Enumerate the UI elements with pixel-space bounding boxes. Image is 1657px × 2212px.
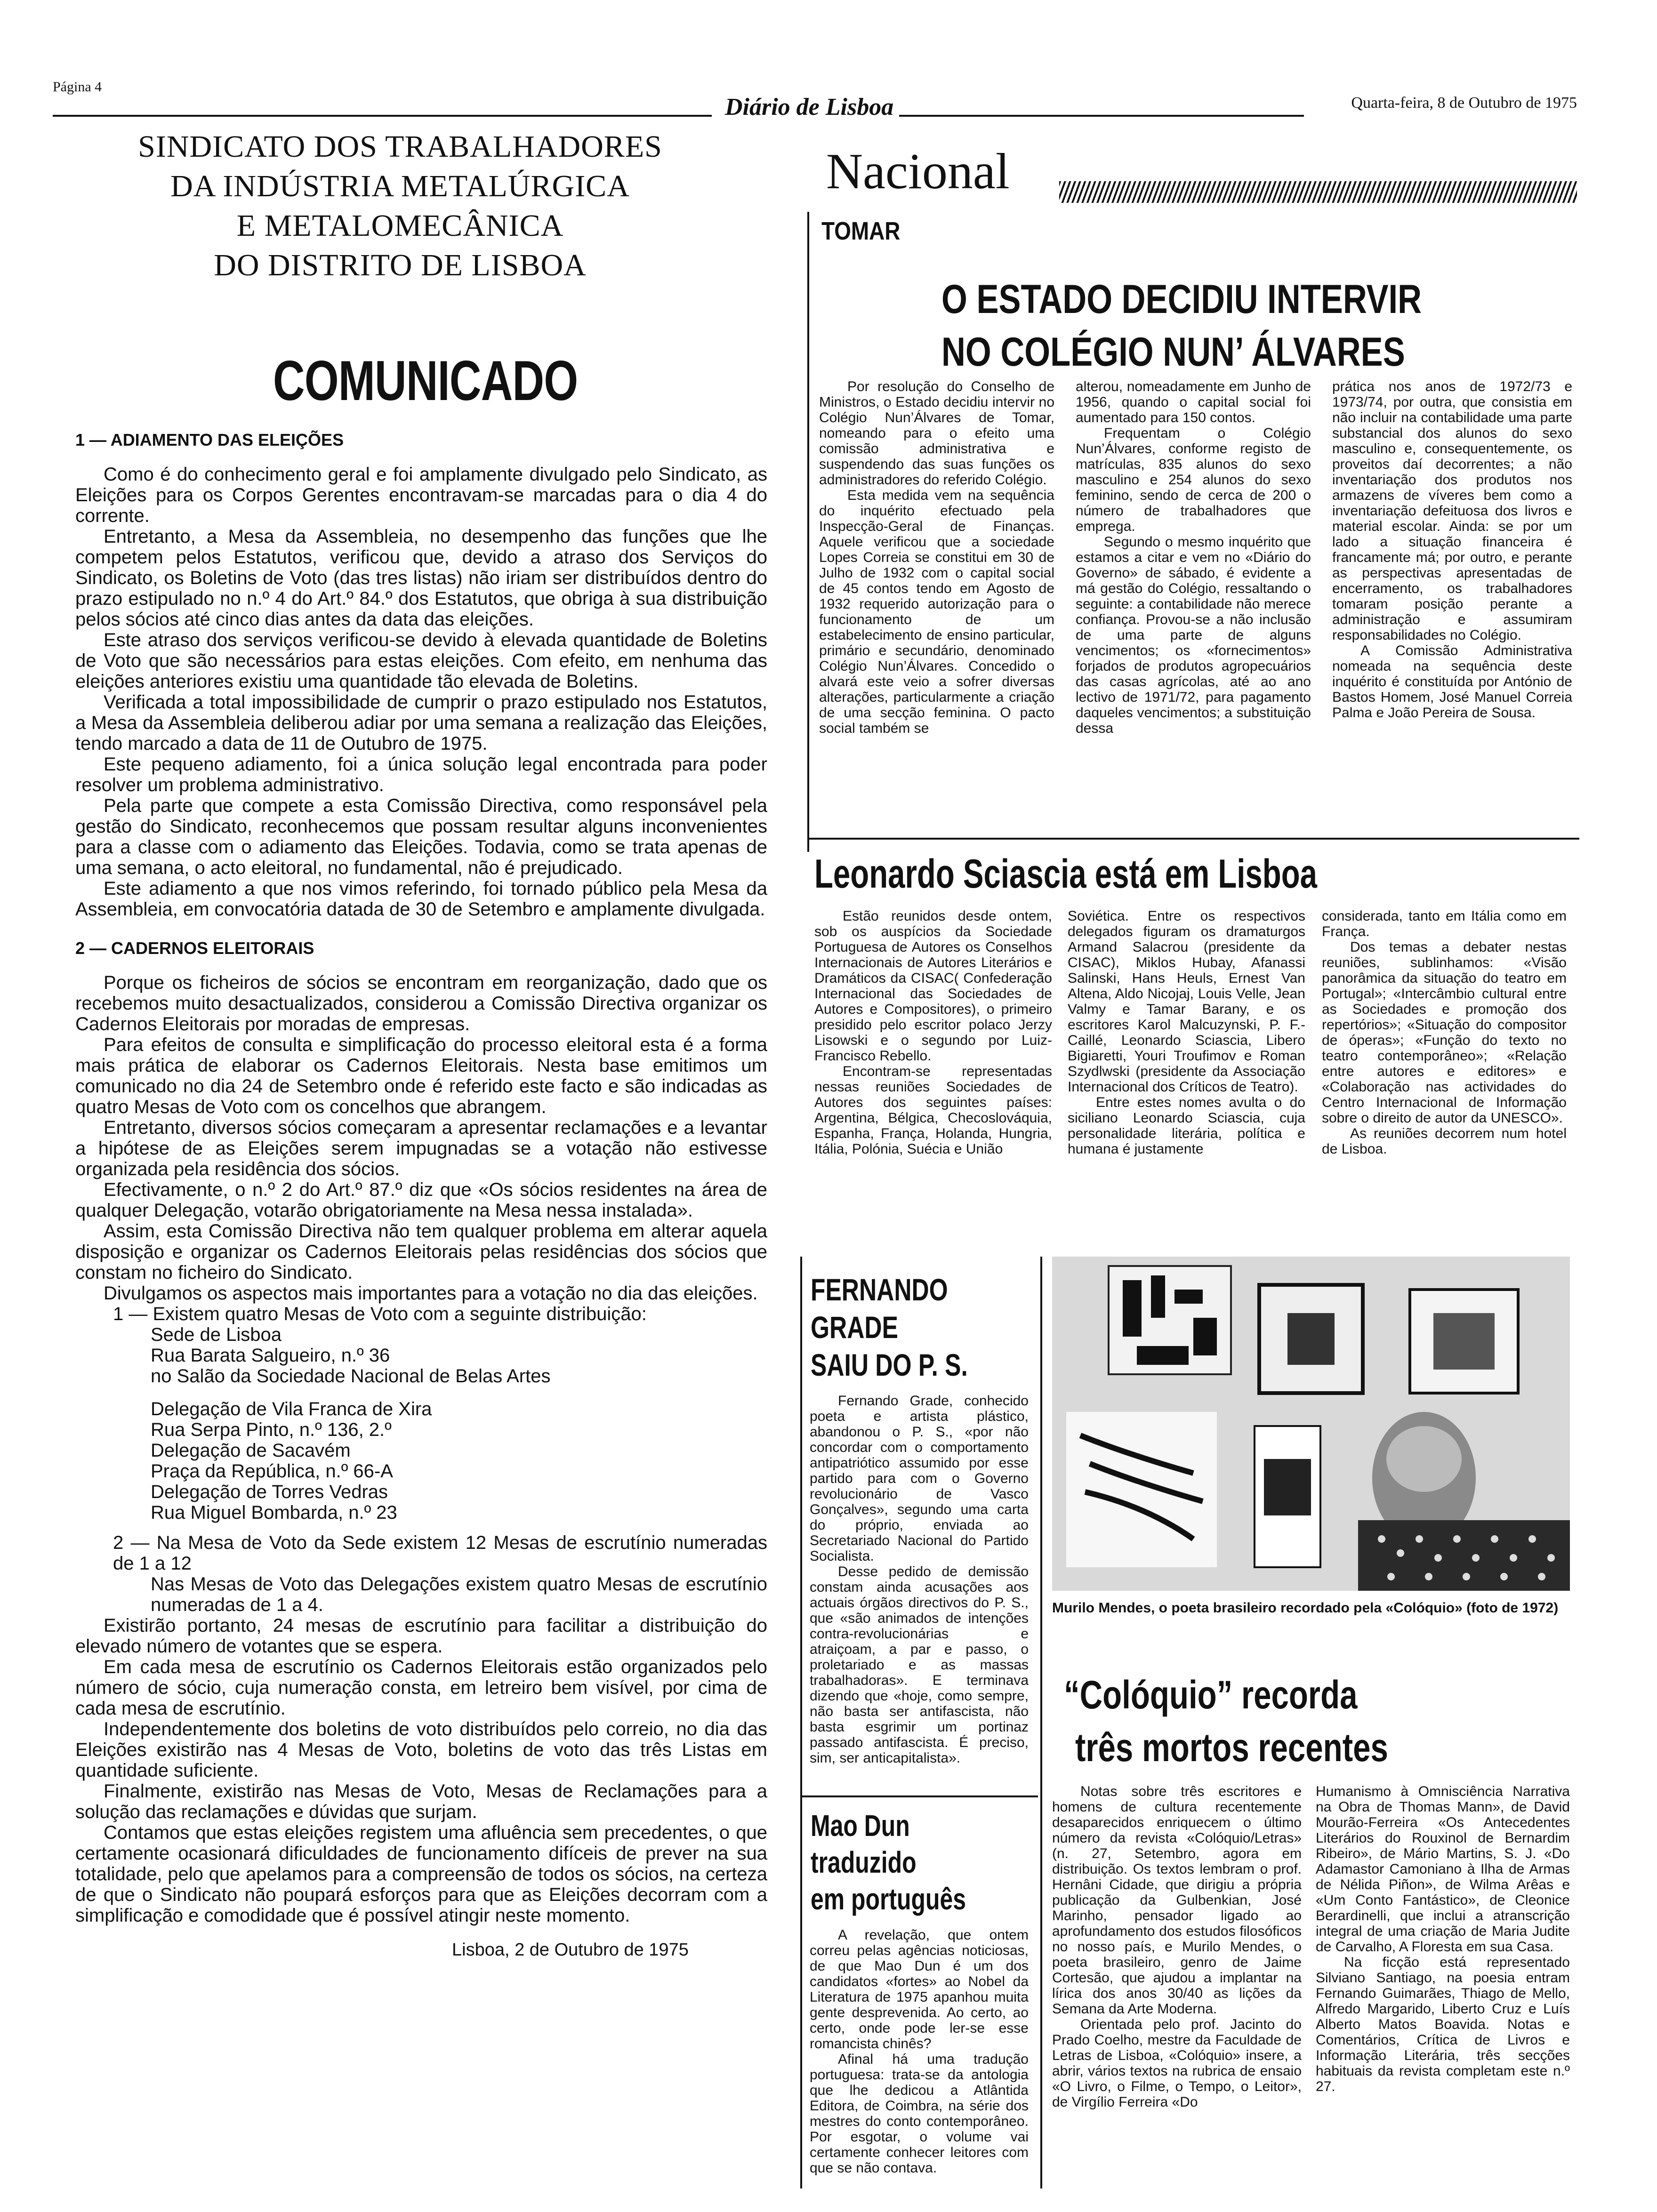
article-column	[814, 908, 1052, 1157]
location-line: Delegação de Vila Franca de Xira	[151, 1399, 432, 1419]
headline-line: traduzido	[811, 1845, 917, 1879]
location-line: Praça da República, n.º 66-A	[151, 1461, 393, 1482]
signature-date: Lisboa, 2 de Outubro de 1975	[452, 1940, 689, 1960]
paragraph: Frequentam o Colégio Nun’Álvares, conforme registo de matrículas, 835 alunos do sexo masculino e 254 alunos do sexo feminino, sendo de cerca de 200 o número de trabalhadores que emprega.	[1076, 425, 1311, 534]
paragraph: Este pequeno adiamento, foi a única solução legal encontrada para poder resolver um problema administrativo.	[75, 754, 767, 795]
union-name-line: DA INDÚSTRIA METALÚRGICA	[170, 169, 630, 203]
column-rule	[1040, 1257, 1042, 2188]
article-column	[1068, 908, 1305, 1157]
paragraph: Afinal há uma tradução portuguesa: trata-se da antologia que lhe dedicou a Atlântida Editora, de Coimbra, na série dos mestres do conto contemporâneo. Por esgotar, o volume vai certamente conhecer leitores com que se não contava.	[810, 2052, 1029, 2176]
paragraph: As reuniões decorrem num hotel de Lisboa.	[1322, 1126, 1567, 1157]
headline-line: Mao Dun	[811, 1809, 910, 1843]
section-divider	[807, 838, 1579, 840]
section1-heading: 1 — ADIAMENTO DAS ELEIÇÕES	[75, 430, 344, 449]
paragraph: Humanismo à Omnisciência Narrativa na Obra de Thomas Mann», de David Mourão-Ferreira «Os Antecedentes Literários do Rouxinol de Bernardim Ribeiro», de Mário Martins, S. J. «Do Adamastor Camoniano à Ilha de Armas de Nélida Piñon», de Wilma Arêas e «Um Conto Fantástico», de Cleonice Berardinelli, que inclui a atranscrição integral de uma criação de Maria Judite de Carvalho, A Floresta em sua Casa.	[1316, 1784, 1570, 1955]
paragraph: Para efeitos de consulta e simplificação do processo eleitoral esta é a forma mais prática de elaborar os Cadernos Eleitorais. Nesta base emitimos um comunicado no dia 24 de Setembro onde é referido este facto e são indicadas as quatro Mesas de Voto com os concelhos que abrangem.	[75, 1034, 767, 1117]
location-line: Rua Barata Salgueiro, n.º 36	[151, 1345, 390, 1366]
headline-line: FERNANDO	[811, 1272, 948, 1307]
headline	[811, 1807, 966, 1917]
section-hatch	[1059, 181, 1577, 203]
headline-line: em português	[811, 1882, 966, 1916]
paragraph: Como é do conhecimento geral e foi amplamente divulgado pelo Sindicato, as Eleições para os Corpos Gerentes encontravam-se marcadas para o dia 4 do corrente.	[75, 464, 767, 526]
headline	[941, 273, 1422, 378]
page-label: Página 4	[53, 79, 102, 95]
paragraph: alterou, nomeadamente em Junho de 1956, quando o capital social foi aumentado para 150 contos.	[1076, 379, 1311, 425]
paragraph: Desse pedido de demissão constam ainda acusações aos actuais órgãos directivos do P. S., que «são animados de intenções contra-revolucionárias e atraiçoam, a par e passo, o proletariado e as massas trabalhadoras». E terminava dizendo que «hoje, como sempre, não basta ser antifascista, não basta esgrimir um portinaz passado antifascista. É preciso, sim, ser anticapitalista».	[810, 1564, 1029, 1766]
column-rule	[807, 212, 809, 852]
paragraph: prática nos anos de 1972/73 e 1973/74, por outra, que consistia em não incluir na contabilidade uma parte substancial dos alunos do sexo masculino e, consequentemente, os proveitos daí decorrentes; a não inventariação dos produtos nos armazens de víveres bem como a inventariação defeituosa dos livros e material escolar. Ainda: se por um lado a situação financeira é francamente má; por outro, e perante as perspectivas apresentadas de encerramento, os trabalhadores tomaram posição perante a administração e assumiram responsabilidades no Colégio.	[1332, 379, 1572, 643]
paragraph: Entretanto, diversos sócios começaram a apresentar reclamações e a levantar a hipótese de as Eleições serem impugnadas se a votação não estivesse organizada pela residência dos sócios.	[75, 1117, 767, 1179]
headline-line: SAIU DO P. S.	[811, 1347, 968, 1382]
union-name-line: E METALOMECÂNICA	[236, 208, 564, 243]
list-item: Nas Mesas de Voto das Delegações existem quatro Mesas de escrutínio numeradas de 1 a 4.	[151, 1574, 767, 1615]
headline-line: três mortos recentes	[1075, 1725, 1388, 1770]
paragraph: Na ficção está representado Silviano Santiago, na poesia entram Fernando Guimarães, Thiago de Mello, Alfredo Margarido, Liberto Cruz e Luís Alberto Matos Boavida. Notas e Comentários, Crítica de Livros e Informação Literária, três secções habituais da revista completam este n.º 27.	[1316, 1955, 1570, 2094]
article-column	[1316, 1784, 1570, 2094]
article-column	[1322, 908, 1567, 1157]
paragraph: Este adiamento a que nos vimos referindo, foi tornado público pela Mesa da Assembleia, em convocatória datada de 30 de Setembro e amplamente divulgada.	[75, 878, 767, 920]
paragraph: Fernando Grade, conhecido poeta e artista plástico, abandonou o P. S., «por não concordar com o comportamento antipatriótico assumido por esse partido para com o Governo revolucionário de Vasco Gonçalves», segundo uma carta do próprio, enviada ao Secretariado Nacional do Partido Socialista.	[810, 1393, 1029, 1564]
headline-line: O ESTADO DECIDIU INTERVIR	[941, 277, 1422, 322]
kicker: TOMAR	[821, 217, 901, 245]
paragraph: Em cada mesa de escrutínio os Cadernos Eleitorais estão organizados pelo número de sócio, cuja numeração consta, em letreiro bem visível, por cima de cada mesa de escrutínio.	[75, 1657, 767, 1719]
article-column	[819, 379, 1054, 736]
article-column	[1076, 379, 1311, 736]
headline-line: “Colóquio” recorda	[1064, 1673, 1358, 1717]
header-date: Quarta-feira, 8 de Outubro de 1975	[1351, 94, 1577, 112]
union-name-line: SINDICATO DOS TRABALHADORES	[138, 129, 662, 164]
photo-illustration	[1052, 1257, 1570, 1591]
paragraph: Porque os ficheiros de sócios se encontram em reorganização, dado que os recebemos muito desactualizados, considerou a Comissão Directiva organizar os Cadernos Eleitorais por moradas de empresas.	[75, 972, 767, 1034]
headline: Leonardo Sciascia está em Lisboa	[814, 851, 1317, 897]
paragraph: Assim, esta Comissão Directiva não tem qualquer problema em alterar aquela disposição e organizar os Cadernos Eleitorais pelas residências dos sócios que constam no ficheiro do Sindicato.	[75, 1221, 767, 1283]
paragraph: Pela parte que compete a esta Comissão Directiva, como responsável pela gestão do Sindicato, reconhecemos que possam resultar alguns inconvenientes para a classe com o adiamento das Eleições. Todavia, como se trata apenas de uma semana, o acto eleitoral, no fundamental, não é prejudicado.	[75, 795, 767, 878]
header-rule-left	[53, 115, 712, 117]
list-item: 1 — Existem quatro Mesas de Voto com a seguinte distribuição:	[113, 1304, 647, 1324]
section-divider	[800, 1795, 1038, 1797]
article-column	[1052, 1784, 1302, 2110]
paragraph: Existirão portanto, 24 mesas de escrutínio para facilitar a distribuição do elevado número de votantes que se espera.	[75, 1615, 767, 1657]
headline-line: NO COLÉGIO NUN’ ÁLVARES	[941, 329, 1405, 375]
article-column	[810, 1927, 1029, 2176]
photo-caption: Murilo Mendes, o poeta brasileiro recordado pela «Colóquio» (foto de 1972)	[1052, 1600, 1559, 1616]
masthead: Diário de Lisboa	[725, 94, 894, 120]
paragraph: A Comissão Administrativa nomeada na sequência deste inquérito é constituída por António de Bastos Homem, José Manuel Correia Palma e João Pereira de Sousa.	[1332, 643, 1572, 721]
headline-line: GRADE	[811, 1310, 898, 1345]
location-line: Delegação de Sacavém	[151, 1440, 351, 1461]
paragraph: Divulgamos os aspectos mais importantes para a votação no dia das eleições.	[104, 1283, 758, 1304]
polling-locations	[75, 1324, 767, 1523]
section-title: Nacional	[826, 144, 1010, 200]
paragraph: Soviética. Entre os respectivos delegados figuram os dramaturgos Armand Salacrou (presidente da CISAC), Miklos Hubay, Afanassi Salinski, Hans Heuls, Ernest Van Altena, Aldo Nicojaj, Louis Velle, Jean Valmy e Tamar Barany, e os escritores Karol Malcuzynski, P. F.-Caillé, Leonardo Sciascia, Libero Bigiaretti, Youri Troufimov e Roman Szydlwski (presidente da Associação Internacional dos Críticos de Teatro).	[1068, 908, 1305, 1095]
paragraph: Notas sobre três escritores e homens de cultura recentemente desaparecidos enriquecem o último número da revista «Colóquio/Letras» (n. 27, Setembro, agora em distribuição. Os textos lembram o prof. Hernâni Cidade, que dirigiu a própria publicação da Gulbenkian, José Marinho, pensador ligado ao aprofundamento dos estudos filosóficos no nosso país, e Murilo Mendes, o poeta brasileiro, genro de Jaime Cortesão, que ajudou a implantar na lírica dos anos 30/40 as lições da Semana da Arte Moderna.	[1052, 1784, 1302, 2017]
union-name-heading	[66, 127, 734, 285]
column-rule	[800, 1257, 802, 2188]
headline	[1064, 1668, 1388, 1774]
comunicado-body	[75, 419, 767, 1960]
paragraph: Este atraso dos serviços verificou-se devido à elevada quantidade de Boletins de Voto que são necessários para estas eleições. Com efeito, em nenhuma das eleições anteriores existiu uma quantidade tão elevada de Boletins.	[75, 630, 767, 692]
article-column	[1332, 379, 1572, 721]
paragraph: Entretanto, a Mesa da Assembleia, no desempenho das funções que lhe competem pelos Estatutos, verificou que, devido a atraso dos Serviços do Sindicato, os Boletins de Voto (das tres listas) não iriam ser distribuídos dentro do prazo estipulado no n.º 4 do Art.º 84.º dos Estatutos, que obriga à sua distribuição pelos sócios até cinco dias antes da data das eleições.	[75, 526, 767, 630]
paragraph: considerada, tanto em Itália como em França.	[1322, 908, 1567, 939]
paragraph: Encontram-se representadas nessas reuniões Sociedades de Autores dos seguintes países: Argentina, Bélgica, Checoslováquia, Espanha, França, Holanda, Hungria, Itália, Polónia, Suécia e União	[814, 1064, 1052, 1157]
paragraph: Estão reunidos desde ontem, sob os auspícios da Sociedade Portuguesa de Autores os Conselhos Internacionais de Autores Literários e Dramáticos da CISAC( Confederação Internacional das Sociedades de Autores e Compositores), o primeiro presidido pelo escritor polaco Jerzy Lisowski e o segundo por Luiz-Francisco Rebello.	[814, 908, 1052, 1064]
list-item: 2 — Na Mesa de Voto da Sede existem 12 Mesas de escrutínio numeradas de 1 a 12	[113, 1532, 767, 1574]
header-rule-right	[899, 115, 1304, 117]
paragraph: Esta medida vem na sequência do inquérito efectuado pela Inspecção-Geral de Finanças. Aquele verificou que a sociedade Lopes Correia se constitui em 30 de Julho de 1932 com o capital social de 45 contos tendo em Agosto de 1932 requerido autorização para o funcionamento de um estabelecimento de ensino particular, primário e secundário, denominado Colégio Nun’Álvares. Concedido o alvará este veio a sofrer diversas alterações, particularmente a criação de uma secção feminina. O pacto social também se	[819, 488, 1054, 736]
location-line: Delegação de Torres Vedras	[151, 1482, 388, 1502]
paragraph: Por resolução do Conselho de Ministros, o Estado decidiu intervir no Colégio Nun’Álvares de Tomar, nomeando para o efeito uma comissão administrativa e suspendendo das suas funções os administradores do referido Colégio.	[819, 379, 1054, 488]
location-line: Rua Miguel Bombarda, n.º 23	[151, 1502, 397, 1523]
paragraph: A revelação, que ontem correu pelas agências noticiosas, de que Mao Dun é um dos candidatos «fortes» ao Nobel da Literatura de 1975 apanhou muita gente desprevenida. Ao certo, ao certo, onde pode ler-se esse romancista chinês?	[810, 1927, 1029, 2052]
paragraph: Verificada a total impossibilidade de cumprir o prazo estipulado nos Estatutos, a Mesa da Assembleia deliberou adiar por uma semana a realização das Eleições, tendo marcado a data de 11 de Outubro de 1975.	[75, 692, 767, 754]
comunicado-title: COMUNICADO	[273, 349, 578, 412]
location-line: no Salão da Sociedade Nacional de Belas Artes	[151, 1366, 551, 1387]
union-name-line: DO DISTRITO DE LISBOA	[214, 248, 587, 282]
location-line: Rua Serpa Pinto, n.º 136, 2.º	[151, 1419, 392, 1440]
article-column	[810, 1393, 1029, 1766]
paragraph: Segundo o mesmo inquérito que estamos a citar e vem no «Diário do Governo» de sábado, é evidente a má gestão do Colégio, ressaltando o seguinte: a contabilidade não merece confiança. Provou-se a não inclusão de uma parte de alguns vencimentos; os «fornecimentos» forjados de produtos agropecuários das casas agrícolas, até ao ano lectivo de 1971/72, para pagamento daqueles vencimentos; a substituição dessa	[1076, 534, 1311, 736]
paragraph: Independentemente dos boletins de voto distribuídos pelo correio, no dia das Eleições existirão nas 4 Mesas de Voto, boletins de voto das três Listas em quantidade suficiente.	[75, 1719, 767, 1781]
paragraph: Orientada pelo prof. Jacinto do Prado Coelho, mestre da Faculdade de Letras de Lisboa, «Colóquio» insere, a abrir, vários textos na rubrica de ensaio «O Livro, o Filme, o Tempo, o Leitor», de Virgílio Ferreira «Do	[1052, 2017, 1302, 2110]
paragraph: Efectivamente, o n.º 2 do Art.º 87.º diz que «Os sócios residentes na área de qualquer Delegação, votarão obrigatoriamente na Mesa nessa instalada».	[75, 1179, 767, 1221]
location-line: Sede de Lisboa	[151, 1324, 282, 1345]
paragraph: Entre estes nomes avulta o do siciliano Leonardo Sciascia, cuja personalidade literária, política e humana é justamente	[1068, 1095, 1305, 1157]
section2-heading: 2 — CADERNOS ELEITORAIS	[75, 938, 314, 958]
murilo-mendes-photo	[1052, 1257, 1570, 1591]
paragraph: Contamos que estas eleições registem uma afluência sem precedentes, o que certamente ocasionará dificuldades de funcionamento difíceis de prever na sua totalidade, pelo que apelamos para a compreensão de todos os sócios, na certeza de que o Sindicato não poupará esforços para que as Eleições decorram com a simplificação e comodidade que é possível atingir neste momento.	[75, 1822, 767, 1926]
paragraph: Dos temas a debater nestas reuniões, sublinhamos: «Visão panorâmica da situação do teatro em Portugal»; «Intercâmbio cultural entre as Sociedades e promoção dos repertórios»; «Situação do compositor de óperas»; «Função do texto no teatro contemporâneo»; «Relação entre autores e editores» e «Colaboração nas actividades do Centro Internacional de Informação sobre o direito de autor da UNESCO».	[1322, 939, 1567, 1126]
paragraph: Finalmente, existirão nas Mesas de Voto, Mesas de Reclamações para a solução das reclamações e dúvidas que surjam.	[75, 1781, 767, 1822]
headline	[811, 1271, 968, 1384]
